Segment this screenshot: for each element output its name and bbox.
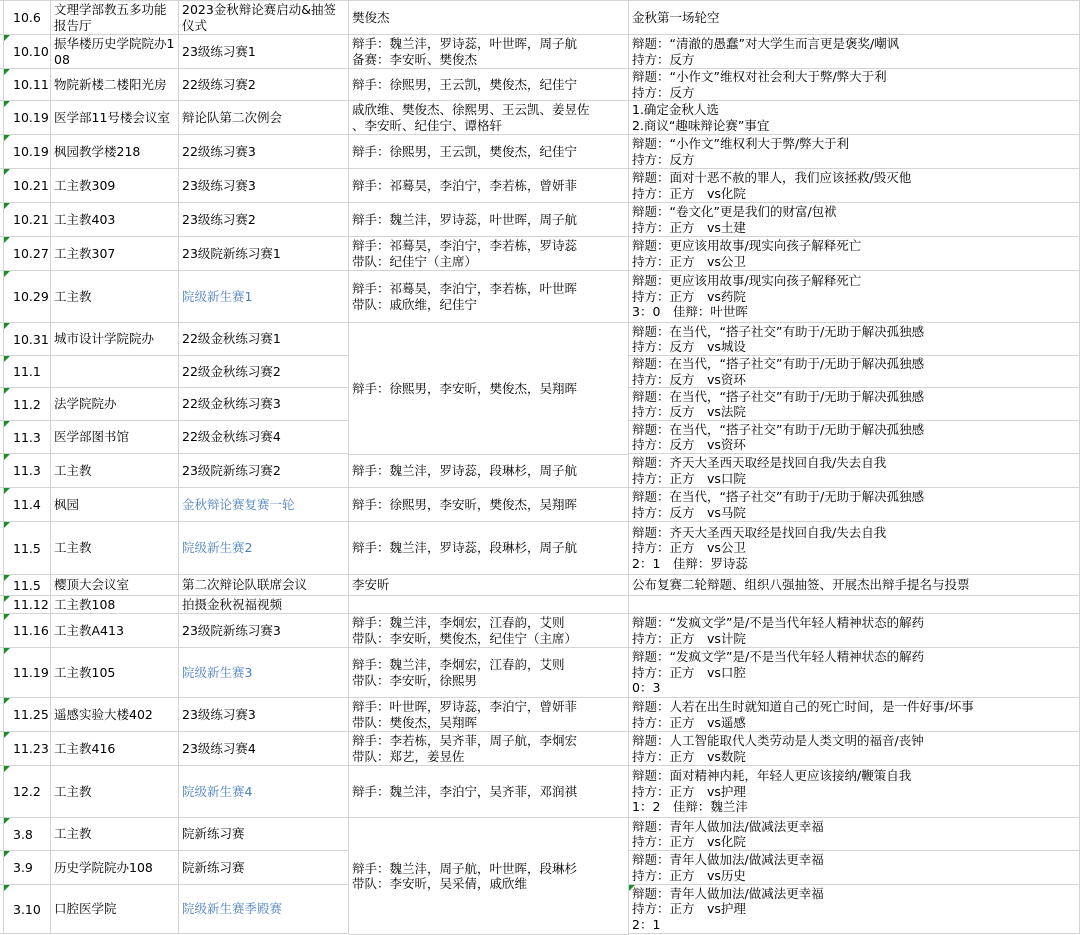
place-cell[interactable]: 工主教416: [51, 732, 179, 765]
cell-lines: [632, 389, 1077, 420]
members-cell[interactable]: [349, 237, 629, 270]
cell-line: 1：2 佳辩：魏兰沣: [632, 799, 748, 815]
topic-cell[interactable]: [629, 237, 1080, 270]
event-cell[interactable]: 23级院新练习赛1: [179, 237, 349, 270]
cell-lines: [632, 577, 1077, 593]
table-row[interactable]: [0, 203, 1080, 237]
cell-lines: [632, 10, 1077, 26]
cell-line: 持方：反方 vs法院: [632, 404, 746, 419]
comment-marker-icon: [4, 885, 10, 891]
cell-lines: [632, 69, 1077, 100]
cell-line: 持方：正方 vs计院: [632, 630, 746, 646]
event-cell[interactable]: 23级院新练习赛2: [179, 454, 349, 487]
cell-line: 李安昕: [352, 577, 390, 593]
table-row[interactable]: [0, 648, 1080, 698]
place-cell[interactable]: 工主教105: [51, 648, 179, 697]
comment-marker-icon: [4, 698, 10, 704]
cell-line: 辩题：青年人做加法/做减法更幸福: [632, 818, 824, 834]
cell-line: 带队：戚欣维，纪佳宁: [352, 296, 478, 312]
table-row[interactable]: [0, 698, 1080, 732]
date-cell[interactable]: 11.16: [3, 614, 51, 647]
cell-lines: [632, 238, 1077, 269]
cell-line: 持方：反方 vs资环: [632, 371, 746, 387]
place-cell[interactable]: 法学院院办: [51, 388, 179, 420]
event-cell[interactable]: 院级新生赛1: [179, 271, 349, 322]
table-row[interactable]: [0, 454, 1080, 488]
cell-line: 辩手：徐熙男，王云凯，樊俊杰，纪佳宁: [352, 143, 578, 159]
topic-cell[interactable]: [629, 356, 1080, 387]
members-cell[interactable]: [349, 522, 629, 574]
comment-marker-icon: [4, 323, 10, 329]
comment-marker-icon: [4, 454, 10, 460]
cell-lines: [352, 577, 626, 593]
cell-line: 3：0 佳辩：叶世晖: [632, 304, 748, 320]
date-cell[interactable]: 11.23: [3, 732, 51, 765]
place-cell[interactable]: 工主教403: [51, 203, 179, 236]
comment-marker-icon: [4, 488, 10, 494]
cell-lines: [632, 273, 1077, 320]
cell-line: 辩手：祁蓦昊，李泊宁，李若栋，叶世晖: [352, 281, 578, 296]
cell-lines: [632, 324, 1077, 355]
cell-lines: [352, 615, 626, 646]
topic-cell[interactable]: [629, 851, 1080, 884]
event-cell[interactable]: 23级练习赛3: [179, 698, 349, 731]
cell-line: 持方：反方: [632, 51, 695, 67]
comment-marker-icon: [4, 766, 10, 772]
table-row[interactable]: [0, 766, 1080, 818]
comment-marker-icon: [4, 818, 10, 824]
event-cell[interactable]: 23级练习赛1: [179, 35, 349, 68]
table-row[interactable]: [0, 596, 1080, 614]
cell-line: 持方：反方 vs城设: [632, 339, 746, 354]
comment-marker-icon: [4, 203, 10, 209]
comment-marker-icon: [4, 169, 10, 175]
table-row[interactable]: [0, 101, 1080, 135]
event-cell[interactable]: 院新练习赛: [179, 851, 349, 884]
cell-line: 辩手：魏兰沣，罗诗蕊，叶世晖，周子航: [352, 36, 578, 51]
cell-line: 带队：李安昕，吴采倩，戚欣维: [352, 876, 528, 891]
cell-lines: [352, 238, 626, 269]
cell-line: 1.确定金秋人选: [632, 102, 719, 117]
cell-line: 2：1 佳辩：罗诗蕊: [632, 555, 748, 571]
cell-line: 备赛：李安昕、樊俊杰: [352, 51, 478, 67]
cell-line: 辩题：“发疯文学”是/不是当代年轻人精神状态的解药: [632, 615, 925, 630]
place-cell[interactable]: 工主教A413: [51, 614, 179, 647]
date-cell[interactable]: 10.31: [3, 323, 51, 355]
date-cell[interactable]: 11.4: [3, 488, 51, 521]
event-cell[interactable]: 2023金秋辩论赛启动&抽签仪式: [179, 1, 349, 34]
place-cell[interactable]: 历史学院院办108: [51, 851, 179, 884]
cell-line: 辩题：“发疯文学”是/不是当代年轻人精神状态的解药: [632, 649, 925, 665]
topic-cell[interactable]: [629, 203, 1080, 236]
cell-line: 辩题：面对精神内耗，年轻人更应该接纳/鞭策自我: [632, 768, 912, 784]
members-cell[interactable]: [349, 596, 629, 613]
members-cell[interactable]: [349, 575, 629, 595]
cell-line: 辩手：魏兰沣，罗诗蕊，叶世晖，周子航: [352, 211, 578, 227]
cell-line: 带队：李安昕，樊俊杰，纪佳宁（主席）: [352, 630, 578, 646]
cell-line: 辩手：徐熙男，李安昕，樊俊杰，吴翔晖: [352, 380, 578, 396]
cell-lines: [352, 861, 625, 892]
cell-line: 金秋第一场轮空: [632, 9, 720, 25]
date-cell[interactable]: 10.21: [3, 169, 51, 202]
cell-lines: [352, 212, 626, 228]
topic-cell[interactable]: [629, 271, 1080, 322]
cell-line: 辩题：“小作文”维权对社会利大于弊/弊大于利: [632, 69, 887, 84]
cell-line: 持方：正方 vs土建: [632, 219, 746, 235]
cell-line: 辩题：人若在出生时就知道自己的死亡时间，是一件好事/坏事: [632, 699, 974, 714]
cell-lines: [632, 204, 1077, 235]
comment-marker-icon: [4, 388, 10, 394]
cell-line: 带队：李安昕，徐熙男: [352, 672, 478, 688]
cell-line: 持方：正方 vs化院: [632, 834, 746, 849]
cell-lines: [632, 852, 1077, 883]
date-cell[interactable]: 3.8: [3, 818, 51, 850]
table-row[interactable]: [0, 488, 1080, 522]
cell-lines: [632, 615, 1077, 646]
topic-cell[interactable]: [629, 1, 1080, 34]
cell-lines: [352, 77, 626, 93]
cell-line: 带队：郑艺，姜昱佐: [352, 748, 465, 764]
event-cell[interactable]: 22级金秋练习赛1: [179, 323, 349, 355]
date-cell[interactable]: 11.5: [3, 575, 51, 595]
topic-cell[interactable]: [629, 596, 1080, 613]
cell-line: 辩题：青年人做加法/做减法更幸福: [632, 885, 824, 901]
event-cell[interactable]: 22级练习赛2: [179, 69, 349, 100]
cell-lines: [352, 178, 626, 194]
cell-line: 辩题：在当代，“搭子社交”有助于/无助于解决孤独感: [632, 356, 925, 371]
cell-line: 持方：正方 vs护理: [632, 783, 746, 799]
date-cell[interactable]: 10.21: [3, 203, 51, 236]
cell-line: 辩手：魏兰沣，李炯宏，江春韵，艾则: [352, 615, 565, 630]
cell-line: 持方：正方 vs口院: [632, 470, 746, 486]
cell-line: 持方：正方 vs公卫: [632, 253, 746, 269]
members-cell[interactable]: [349, 614, 629, 647]
cell-lines: [632, 733, 1077, 764]
cell-line: 辩题：齐天大圣西天取经是找回自我/失去自我: [632, 524, 887, 540]
date-cell[interactable]: 10.19: [3, 101, 51, 134]
topic-cell[interactable]: [629, 101, 1080, 134]
event-cell[interactable]: 22级金秋练习赛2: [179, 356, 349, 387]
comment-marker-icon: [629, 885, 635, 891]
cell-line: 持方：反方 vs马院: [632, 504, 746, 520]
table-row[interactable]: [0, 169, 1080, 203]
place-cell[interactable]: 医学部图书馆: [51, 421, 179, 453]
event-cell[interactable]: 22级金秋练习赛3: [179, 388, 349, 420]
cell-line: 辩题：齐天大圣西天取经是找回自我/失去自我: [632, 455, 887, 470]
topic-cell[interactable]: [629, 388, 1080, 420]
topic-cell[interactable]: [629, 454, 1080, 487]
place-cell[interactable]: 口腔医学院: [51, 885, 179, 933]
cell-lines: [632, 819, 1077, 850]
date-cell[interactable]: 3.9: [3, 851, 51, 884]
date-cell[interactable]: 11.2: [3, 388, 51, 420]
comment-marker-icon: [4, 35, 10, 41]
date-cell[interactable]: 10.27: [3, 237, 51, 270]
topic-cell[interactable]: [629, 35, 1080, 68]
members-cell[interactable]: [349, 101, 629, 134]
cell-line: 樊俊杰: [352, 9, 390, 25]
date-cell[interactable]: 11.3: [3, 421, 51, 453]
table-row[interactable]: [0, 271, 1080, 323]
event-cell[interactable]: 第二次辩论队联席会议: [179, 575, 349, 595]
place-cell[interactable]: 工主教: [51, 522, 179, 574]
cell-lines: [352, 281, 626, 312]
cell-line: 持方：正方 vs化院: [632, 185, 746, 201]
topic-cell[interactable]: [629, 69, 1080, 100]
cell-line: 辩手：魏兰沣，罗诗蕊，段琳杉，周子航: [352, 540, 578, 556]
comment-marker-icon: [4, 135, 10, 141]
topic-cell[interactable]: [629, 522, 1080, 574]
members-cell[interactable]: [349, 1, 629, 34]
cell-lines: [352, 540, 626, 556]
cell-line: 辩手：魏兰沣，李泊宁，吴齐菲，邓润祺: [352, 783, 578, 799]
event-cell[interactable]: 拍摄金秋祝福视频: [179, 596, 349, 613]
comment-marker-icon: [4, 356, 10, 362]
event-cell[interactable]: 院级新生赛4: [179, 766, 349, 817]
cell-line: 辩题：人工智能取代人类劳动是人类文明的福音/丧钟: [632, 733, 924, 748]
table-row[interactable]: [0, 69, 1080, 101]
cell-line: 辩题：在当代，“搭子社交”有助于/无助于解决孤独感: [632, 323, 925, 339]
topic-cell[interactable]: [629, 135, 1080, 168]
comment-marker-icon: [4, 421, 10, 427]
members-cell[interactable]: [349, 698, 629, 731]
place-cell[interactable]: 医学部11号楼会议室: [51, 101, 179, 134]
cell-line: 带队：纪佳宁（主席）: [352, 253, 478, 269]
cell-line: 辩题：面对十恶不赦的罪人，我们应该拯救/毁灭他: [632, 170, 912, 185]
cell-line: 2.商议“趣味辩论赛”事宜: [632, 117, 770, 133]
cell-lines: [352, 102, 626, 133]
event-cell[interactable]: 23级练习赛2: [179, 203, 349, 236]
cell-lines: [352, 657, 626, 688]
cell-line: 辩手：魏兰沣，周子航，叶世晖，段琳杉: [352, 860, 578, 876]
cell-line: 辩题：青年人做加法/做减法更幸福: [632, 852, 824, 867]
date-cell[interactable]: 11.1: [3, 356, 51, 387]
comment-marker-icon: [4, 596, 10, 602]
members-cell[interactable]: [349, 169, 629, 202]
place-cell[interactable]: 枫园: [51, 488, 179, 521]
date-cell[interactable]: 10.29: [3, 271, 51, 322]
cell-lines: [632, 422, 1077, 453]
members-cell[interactable]: [349, 454, 629, 487]
cell-line: 辩手：祁蓦昊，李泊宁，李若栋，罗诗蕊: [352, 238, 578, 253]
table-row[interactable]: [0, 732, 1080, 766]
cell-lines: [632, 489, 1077, 520]
cell-lines: [632, 356, 1077, 387]
place-cell[interactable]: 工主教: [51, 766, 179, 817]
comment-marker-icon: [4, 648, 10, 654]
topic-cell[interactable]: [629, 698, 1080, 731]
cell-line: 持方：正方 vs历史: [632, 867, 746, 883]
members-cell[interactable]: [349, 69, 629, 100]
cell-line: 持方：正方 vs药院: [632, 288, 746, 304]
event-cell[interactable]: 院级新生赛季殿赛: [179, 885, 349, 933]
cell-line: 辩题：在当代，“搭子社交”有助于/无助于解决孤独感: [632, 421, 925, 437]
topic-cell[interactable]: [629, 885, 1080, 933]
topic-cell[interactable]: [629, 818, 1080, 850]
cell-line: 持方：正方 vs口腔: [632, 664, 746, 680]
place-cell[interactable]: 振华楼历史学院院办108: [51, 35, 179, 68]
cell-lines: [352, 144, 626, 160]
comment-marker-icon: [4, 614, 10, 620]
cell-line: 持方：正方 vs公卫: [632, 540, 746, 556]
table-row[interactable]: [0, 522, 1080, 575]
cell-line: 辩手：魏兰沣，罗诗蕊，段琳杉，周子航: [352, 462, 578, 478]
event-cell[interactable]: 23级练习赛4: [179, 732, 349, 765]
event-cell[interactable]: 23级练习赛3: [179, 169, 349, 202]
cell-line: 持方：反方: [632, 84, 695, 100]
place-cell[interactable]: 工主教108: [51, 596, 179, 613]
cell-line: 持方：反方: [632, 151, 695, 167]
members-cell[interactable]: [349, 732, 629, 765]
comment-marker-icon: [4, 522, 10, 528]
place-cell[interactable]: [51, 356, 179, 387]
place-cell[interactable]: 遥感实验大楼402: [51, 698, 179, 731]
date-cell[interactable]: 10.19: [3, 135, 51, 168]
cell-line: 戚欣维、樊俊杰、徐熙男、王云凯、姜昱佐: [352, 102, 590, 117]
table-row[interactable]: [0, 0, 1080, 35]
cell-line: 持方：正方 vs数院: [632, 748, 746, 764]
comment-marker-icon: [4, 575, 10, 581]
cell-lines: [632, 649, 1077, 696]
topic-cell[interactable]: [629, 732, 1080, 765]
place-cell[interactable]: 工主教: [51, 818, 179, 850]
date-cell[interactable]: 11.19: [3, 648, 51, 697]
date-cell[interactable]: 11.5: [3, 522, 51, 574]
merged-members-cell[interactable]: [349, 818, 629, 935]
date-cell[interactable]: 10.10: [3, 35, 51, 68]
cell-line: 辩题：“卷文化”更是我们的财富/包袱: [632, 204, 837, 219]
comment-marker-icon: [4, 101, 10, 107]
topic-cell[interactable]: [629, 421, 1080, 453]
cell-lines: [632, 102, 1077, 133]
members-cell[interactable]: [349, 271, 629, 322]
cell-lines: [352, 381, 625, 397]
cell-line: 辩题：“小作文”维权利大于弊/弊大于利: [632, 136, 850, 151]
table-row[interactable]: [0, 35, 1080, 69]
members-cell[interactable]: [349, 766, 629, 817]
event-cell[interactable]: 辩论队第二次例会: [179, 101, 349, 134]
date-cell[interactable]: 11.3: [3, 454, 51, 487]
cell-line: 0：3: [632, 680, 661, 696]
date-cell[interactable]: 10.11: [3, 69, 51, 100]
event-cell[interactable]: 22级金秋练习赛4: [179, 421, 349, 453]
topic-cell[interactable]: [629, 648, 1080, 697]
table-row[interactable]: [0, 575, 1080, 596]
members-cell[interactable]: [349, 488, 629, 521]
cell-lines: [352, 36, 626, 67]
event-cell[interactable]: 23级院新练习赛3: [179, 614, 349, 647]
comment-marker-icon: [4, 851, 10, 857]
members-cell[interactable]: [349, 135, 629, 168]
topic-cell[interactable]: [629, 766, 1080, 817]
place-cell[interactable]: 物院新楼二楼阳光房: [51, 69, 179, 100]
place-cell[interactable]: 城市设计学院院办: [51, 323, 179, 355]
cell-lines: [632, 886, 1077, 933]
event-cell[interactable]: 金秋辩论赛复赛一轮: [179, 488, 349, 521]
cell-lines: [632, 136, 1077, 167]
place-cell[interactable]: 工主教307: [51, 237, 179, 270]
event-cell[interactable]: 院级新生赛3: [179, 648, 349, 697]
cell-lines: [632, 36, 1077, 67]
cell-line: 辩手：徐熙男，王云凯，樊俊杰，纪佳宁: [352, 76, 578, 92]
topic-cell[interactable]: [629, 323, 1080, 355]
table-row[interactable]: [0, 237, 1080, 271]
date-cell[interactable]: 11.25: [3, 698, 51, 731]
event-cell[interactable]: 院级新生赛2: [179, 522, 349, 574]
cell-lines: [352, 784, 626, 800]
place-cell[interactable]: 工主教: [51, 271, 179, 322]
date-cell[interactable]: 3.10: [3, 885, 51, 933]
cell-lines: [632, 455, 1077, 486]
topic-cell[interactable]: [629, 488, 1080, 521]
topic-cell[interactable]: [629, 575, 1080, 595]
date-cell[interactable]: 12.2: [3, 766, 51, 817]
members-cell[interactable]: [349, 35, 629, 68]
cell-lines: [352, 10, 626, 26]
cell-line: 公布复赛二轮辩题、组织八强抽签、开展杰出辩手提名与投票: [632, 577, 970, 593]
cell-lines: [352, 699, 626, 730]
comment-marker-icon: [4, 237, 10, 243]
cell-line: 带队：樊俊杰，吴翔晖: [352, 714, 478, 730]
place-cell[interactable]: 樱顶大会议室: [51, 575, 179, 595]
place-cell[interactable]: 工主教: [51, 454, 179, 487]
comment-marker-icon: [4, 732, 10, 738]
cell-lines: [632, 699, 1077, 730]
event-cell[interactable]: 院新练习赛: [179, 818, 349, 850]
cell-lines: [352, 463, 626, 479]
place-cell[interactable]: 工主教309: [51, 169, 179, 202]
table-row[interactable]: [0, 135, 1080, 169]
members-cell[interactable]: [349, 648, 629, 697]
cell-line: 2：1: [632, 916, 661, 932]
topic-cell[interactable]: [629, 614, 1080, 647]
merged-members-cell[interactable]: [349, 323, 629, 455]
place-cell[interactable]: 枫园教学楼218: [51, 135, 179, 168]
cell-lines: [352, 733, 626, 764]
event-cell[interactable]: 22级练习赛3: [179, 135, 349, 168]
cell-line: 辩手：魏兰沣，李炯宏，江春韵，艾则: [352, 657, 565, 672]
cell-line: 辩手：李若栋，吴齐菲，周子航，李炯宏: [352, 733, 578, 748]
comment-marker-icon: [4, 69, 10, 75]
cell-lines: [352, 497, 626, 513]
cell-line: 持方：正方 vs护理: [632, 901, 746, 917]
cell-line: 、李安昕、纪佳宁、谭格轩: [352, 117, 503, 133]
date-cell[interactable]: 11.12: [3, 596, 51, 613]
cell-line: 辩题：在当代，“搭子社交”有助于/无助于解决孤独感: [632, 388, 925, 404]
members-cell[interactable]: [349, 203, 629, 236]
cell-line: 辩题：更应该用故事/现实向孩子解释死亡: [632, 238, 862, 253]
cell-line: 持方：正方 vs遥感: [632, 714, 746, 730]
cell-line: 辩题：在当代，“搭子社交”有助于/无助于解决孤独感: [632, 489, 925, 504]
cell-lines: [632, 768, 1077, 815]
cell-line: 辩题：更应该用故事/现实向孩子解释死亡: [632, 273, 862, 289]
place-cell[interactable]: 文理学部教五多功能报告厅: [51, 1, 179, 34]
cell-line: 辩题：“清澈的愚蠢”对大学生而言更是褒奖/嘲讽: [632, 36, 900, 51]
cell-line: 持方：反方 vs资环: [632, 437, 746, 452]
cell-line: 辩手：叶世晖，罗诗蕊，李泊宁，曾妍菲: [352, 699, 578, 714]
date-cell[interactable]: 10.6: [3, 1, 51, 34]
comment-marker-icon: [4, 271, 10, 277]
cell-lines: [632, 525, 1077, 572]
topic-cell[interactable]: [629, 169, 1080, 202]
cell-lines: [632, 170, 1077, 201]
cell-line: 辩手：徐熙男，李安昕，樊俊杰，吴翔晖: [352, 496, 578, 512]
cell-line: 辩手：祁蓦昊，李泊宁，李若栋，曾妍菲: [352, 177, 578, 193]
table-row[interactable]: [0, 614, 1080, 648]
